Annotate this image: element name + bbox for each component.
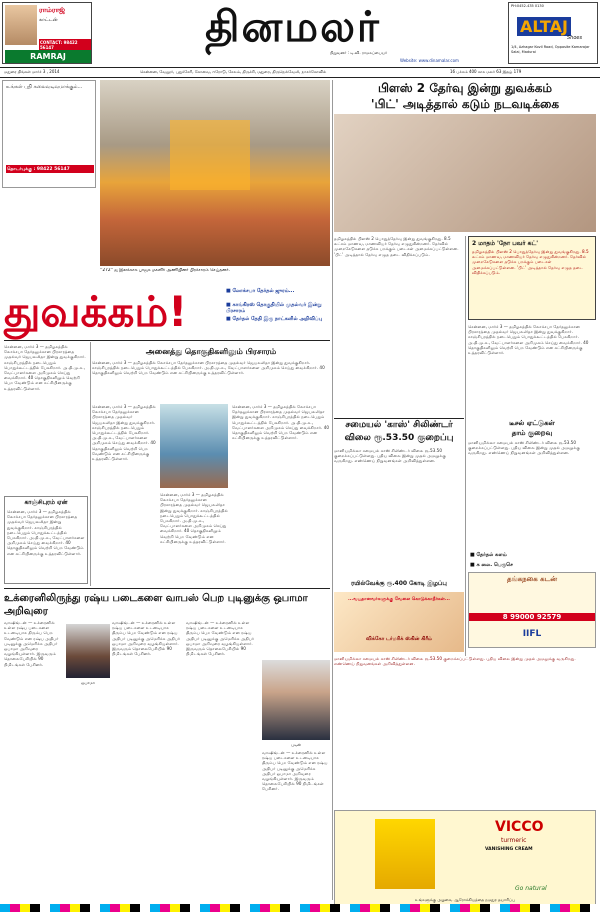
hero-photo-banner — [170, 120, 250, 190]
side-story-body-1: சென்னை, மார்ச் 3 — தமிழகத்தில் லோக்சபா தேர்தலுக்கான பிரசாரத்தை முதல்வர் ஜெயலலிதா இன்று துவக்குகிறார். காஞ்சிபுரத்தில் நடைபெறும் பொதுக்கூட்டத்தில் பேசுகிறார். அ.தி.மு.க., வேட்பாளர்களை அறிமுகம் செய்து வைக்கிறார். 40 தொகுதிகளிலும் வெற்றி பெற வேண்டும் என கட்சியினருக்கு உத்தரவிட்டுள்ளார். — [468, 324, 589, 356]
hero-headline: துவக்கம்! — [4, 287, 188, 336]
bottom-headline: உக்ரைனிலிருந்து ரஷ்ய படைகளை வாபஸ் பெற புடினுக்கு ஒபாமா அறிவுரை — [4, 593, 308, 617]
putin-photo — [262, 660, 330, 740]
hero-bullet-1: ■ லோக்சபா தேர்தல் ஜுரம்... — [226, 288, 295, 294]
hero-bullet-2: ■ காங்கிரஸ் தொகுதியில் முதல்வர் இன்று பிரசாரம் — [226, 302, 322, 314]
obama-caption: ஒபாமா — [81, 680, 95, 685]
side-bullet-1: ■ தேர்தல் களம் — [470, 552, 507, 558]
kanchi-box — [4, 496, 88, 584]
left-side-ad-phone: தொடர்புக்கு : 98422 56147 — [6, 165, 94, 173]
altaj-ad-sub: Shoes — [567, 35, 583, 41]
bottom-body-2: வாஷிங்டன் — உக்ரைனில் உள்ள ரஷ்ய படைகளை உடனடியாக திரும்ப பெற வேண்டும் என ரஷ்ய அதிபர் புடினுக்கு அமெரிக்க அதிபர் ஒபாமா அறிவுரை வழங்கியுள்ளார். இருவரும் தொலைபேசியில் 90 நிமிடங்கள் பேசினர். — [112, 620, 181, 657]
ramraj-ad[interactable] — [2, 2, 92, 64]
hero-caption: ''272'' ஐ இலக்காக பாஜக மகளிர் அணியினர் பிரச்சாரம் செய்தனர். — [100, 268, 230, 273]
story-col-2: சென்னை, மார்ச் 3 — தமிழகத்தில் லோக்சபா தேர்தலுக்கான பிரசாரத்தை முதல்வர் ஜெயலலிதா இன்று துவக்குகிறார். காஞ்சிபுரத்தில் நடைபெறும் பொதுக்கூட்டத்தில் பேசுகிறார். அ.தி.மு.க., வேட்பாளர்களை அறிமுகம் செய்து வைக்கிறார். 40 தொகுதிகளிலும் வெற்றி பெற வேண்டும் என கட்சியினருக்கு உத்தரவிட்டுள்ளார். — [92, 360, 325, 376]
plus2-headline-2: 'பிட்' அடித்தால் கடும் நடவடிக்கை — [370, 97, 560, 111]
jayalalithaa-photo — [160, 404, 228, 488]
no-power-cut-body: தமிழகத்தில் பிளஸ் 2 பொதுத்தேர்வு இன்று துவங்குகிறது. 8.5 லட்சம் மாணவ, மாணவியர் தேர்வு எழுதுகின்றனர். தேர்வில் முறைகேடுகளை தடுக்க பறக்கும் படைகள் அமைக்கப்பட்டுள்ளன. 'பிட்' அடித்தால் தேர்வு எழுத தடை விதிக்கப்படும். — [472, 249, 589, 275]
ramraj-ad-brand: ராம்ராஜ் — [39, 6, 66, 14]
kanchi-box-title: காஞ்சிபுரம் ஏன் — [24, 499, 68, 506]
gold-loan-phone: 8 99000 92579 — [469, 613, 595, 621]
no-power-cut-box — [468, 236, 596, 320]
vicco-product-ad[interactable] — [334, 810, 596, 906]
side-story-body-2: மானியமில்லா சமையல் காஸ் சிலிண்டர் விலை ரூ.53.50 குறைக்கப்பட்டுள்ளது. புதிய விலை இன்று முதல் அமலுக்கு வருகிறது. எண்ணெய் நிறுவனங்கள் அறிவித்துள்ளன. — [468, 440, 580, 456]
dateline-bar — [0, 68, 600, 76]
obama-photo — [66, 624, 110, 678]
dateline-right: 16 பக்கம் 400 காசு மலர் 63 இதழ் 179 — [450, 69, 522, 74]
vicco-product: turmeric — [501, 837, 527, 844]
masthead-website[interactable]: Website: www.dinamalar.com — [400, 58, 459, 63]
ramraj-ad-photo — [5, 5, 37, 45]
side-bullet-2: ■ க லை. பெருசெ — [470, 562, 513, 568]
altaj-ad[interactable] — [508, 2, 598, 64]
story-col-3: சென்னை, மார்ச் 3 — தமிழகத்தில் லோக்சபா தேர்தலுக்கான பிரசாரத்தை முதல்வர் ஜெயலலிதா இன்று துவக்குகிறார். காஞ்சிபுரத்தில் நடைபெறும் பொதுக்கூட்டத்தில் பேசுகிறார். அ.தி.மு.க., வேட்பாளர்களை அறிமுகம் செய்து வைக்கிறார். 40 தொகுதிகளிலும் வெற்றி பெற வேண்டும் என கட்சியினருக்கு உத்தரவிட்டுள்ளார். — [92, 404, 156, 462]
hero-bullets — [226, 288, 330, 340]
hero-photo — [100, 80, 330, 266]
gold-loan-ad[interactable] — [468, 572, 596, 648]
kanchi-box-body: சென்னை, மார்ச் 3 — தமிழகத்தில் லோக்சபா தேர்தலுக்கான பிரசாரத்தை முதல்வர் ஜெயலலிதா இன்று துவக்குகிறார். காஞ்சிபுரத்தில் நடைபெறும் பொதுக்கூட்டத்தில் பேசுகிறார். அ.தி.மு.க., வேட்பாளர்களை அறிமுகம் செய்து வைக்கிறார். 40 தொகுதிகளிலும் வெற்றி பெற வேண்டும் என கட்சியினருக்கு உத்தரவிட்டுள்ளார். — [7, 509, 85, 556]
left-side-ad-text: உங்கள் புதி கலைவடிவமாக்கும்... — [6, 84, 83, 90]
altaj-ad-address: 1/4, Azhagar Kovil Road, Opposite Kamarajar Salai, Madurai — [511, 45, 590, 54]
vicco-promo[interactable] — [334, 592, 464, 652]
vicco-footer: உங்களுக்கு அழகை, ஆரோக்கியத்தை நமதுர தயாரிப்பு — [415, 897, 515, 902]
story-col-4: சென்னை, மார்ச் 3 — தமிழகத்தில் லோக்சபா தேர்தலுக்கான பிரசாரத்தை முதல்வர் ஜெயலலிதா இன்று துவக்குகிறார். காஞ்சிபுரத்தில் நடைபெறும் பொதுக்கூட்டத்தில் பேசுகிறார். அ.தி.மு.க., வேட்பாளர்களை அறிமுகம் செய்து வைக்கிறார். 40 தொகுதிகளிலும் வெற்றி பெற வேண்டும் என கட்சியினருக்கு உத்தரவிட்டுள்ளார். — [160, 492, 228, 544]
masthead — [0, 0, 600, 66]
bottom-rule — [4, 588, 330, 589]
bottom-body-1: வாஷிங்டன் — உக்ரைனில் உள்ள ரஷ்ய படைகளை உடனடியாக திரும்ப பெற வேண்டும் என ரஷ்ய அதிபர் புடினுக்கு அமெரிக்க அதிபர் ஒபாமா அறிவுரை வழங்கியுள்ளார். இருவரும் தொலைபேசியில் 90 நிமிடங்கள் பேசினர். — [4, 620, 59, 667]
dateline-left: மதுரை திங்கள் மார்ச் 3 , 2014 — [4, 69, 60, 74]
registration-strip — [0, 904, 600, 912]
railway-subhead: ரயில்வேக்கு ரூ.400 கோடி இழப்பு — [351, 580, 447, 587]
iifl-logo: IIFL — [522, 629, 542, 639]
hero-bullet-3: ■ தேர்தல் தேதி இரு நாட்களில் அறிவிப்பு — [226, 316, 323, 322]
promo-body: மானியமில்லா சமையல் காஸ் சிலிண்டர் விலை ரூ.53.50 குறைக்கப்பட்டுள்ளது. புதிய விலை இன்று முதல் அமலுக்கு வருகிறது. எண்ணெய் நிறுவனங்கள் அறிவித்துள்ளன. — [334, 656, 576, 667]
dateline-rule-bottom — [0, 77, 600, 78]
hero-rule — [4, 340, 330, 341]
gas-body: மானியமில்லா சமையல் காஸ் சிலிண்டர் விலை ரூ.53.50 குறைக்கப்பட்டுள்ளது. புதிய விலை இன்று முதல் அமலுக்கு வருகிறது. எண்ணெய் நிறுவனங்கள் அறிவித்துள்ளன. — [334, 448, 446, 464]
story-col-1: சென்னை, மார்ச் 3 — தமிழகத்தில் லோக்சபா தேர்தலுக்கான பிரசாரத்தை முதல்வர் ஜெயலலிதா இன்று துவக்குகிறார். காஞ்சிபுரத்தில் நடைபெறும் பொதுக்கூட்டத்தில் பேசுகிறார். அ.தி.மு.க., வேட்பாளர்களை அறிமுகம் செய்து வைக்கிறார். 40 தொகுதிகளிலும் வெற்றி பெற வேண்டும் என கட்சியினருக்கு உத்தரவிட்டுள்ளார். — [4, 344, 86, 391]
bottom-body-3: வாஷிங்டன் — உக்ரைனில் உள்ள ரஷ்ய படைகளை உடனடியாக திரும்ப பெற வேண்டும் என ரஷ்ய அதிபர் புடினுக்கு அமெரிக்க அதிபர் ஒபாமா அறிவுரை வழங்கியுள்ளார். இருவரும் தொலைபேசியில் 90 நிமிடங்கள் பேசினர். — [186, 620, 255, 657]
divider-main — [332, 80, 333, 900]
hero-sub-headline: அனைத்து தொகுதிகளிலும் பிரசாரம் — [145, 347, 277, 356]
gas-headline-2: விலை ரூ.53.50 குறைப்பு — [344, 433, 454, 443]
side-story-headline-2: தாம் குறைவு — [511, 429, 553, 437]
masthead-title: தினமலர் — [205, 2, 381, 51]
story-col-5: சென்னை, மார்ச் 3 — தமிழகத்தில் லோக்சபா தேர்தலுக்கான பிரசாரத்தை முதல்வர் ஜெயலலிதா இன்று துவக்குகிறார். காஞ்சிபுரத்தில் நடைபெறும் பொதுக்கூட்டத்தில் பேசுகிறார். அ.தி.மு.க., வேட்பாளர்களை அறிமுகம் செய்து வைக்கிறார். 40 தொகுதிகளிலும் வெற்றி பெற வேண்டும் என கட்சியினருக்கு உத்தரவிட்டுள்ளார். — [232, 404, 330, 441]
ramraj-ad-sub: காட்டன் — [39, 17, 58, 23]
altaj-ad-phone: PH:0452-435 0130 — [511, 4, 544, 8]
vicco-tag: Go natural — [515, 885, 547, 892]
altaj-ad-brand: ALTAJ — [517, 17, 571, 36]
plus2-headline-1: பிளஸ் 2 தேர்வு இன்று துவக்கம் — [377, 81, 553, 95]
vicco-sub: VANISHING CREAM — [485, 847, 533, 852]
gas-headline-1: சமையல் 'காஸ்' சிலிண்டர் — [334, 418, 464, 431]
gold-loan-title: தங்கநகை கடன் — [506, 575, 558, 583]
ramraj-ad-contact: CONTACT: 98422 56147 — [39, 39, 91, 51]
no-power-cut-title: 2 மாதம் 'நோ பவர் கட்' — [472, 240, 539, 247]
promo-line-1: ...வயதானவர்களுக்கு வேலை கொடுக்காதீர்கள்... — [348, 597, 450, 602]
vicco-brand: VICCO — [495, 819, 544, 835]
putin-caption: புடின் — [290, 742, 302, 747]
ramraj-logo: RAMRAJ — [5, 50, 91, 63]
promo-line-2: விக்கோ டர்மரிக் ஸ்கின் கிரீம் — [366, 636, 432, 642]
bottom-body-4: வாஷிங்டன் — உக்ரைனில் உள்ள ரஷ்ய படைகளை உடனடியாக திரும்ப பெற வேண்டும் என ரஷ்ய அதிபர் புடினுக்கு அமெரிக்க அதிபர் ஒபாமா அறிவுரை வழங்கியுள்ளார். இருவரும் தொலைபேசியில் 90 நிமிடங்கள் பேசினர். — [262, 750, 328, 792]
masthead-tagline: நிறுவனர் : டி.வி. ராமசுப்பையர் — [330, 50, 388, 55]
plus2-body: தமிழகத்தில் பிளஸ் 2 பொதுத்தேர்வு இன்று துவங்குகிறது. 8.5 லட்சம் மாணவ, மாணவியர் தேர்வு எழுதுகின்றனர். தேர்வில் முறைகேடுகளை தடுக்க பறக்கும் படைகள் அமைக்கப்பட்டுள்ளன. 'பிட்' அடித்தால் தேர்வு எழுத தடை விதிக்கப்படும். — [334, 236, 459, 257]
dateline-cities: சென்னை, வேலூர், புதுச்சேரி, கோவை, ஈரோடு, சேலம், திருச்சி, மதுரை, திருநெல்வேலி, நாகர்கோவில் — [140, 69, 327, 74]
left-side-ad[interactable] — [2, 80, 96, 188]
side-story-headline-1: டீசல் ஏட்டுகள் — [509, 419, 555, 427]
divider-left-1 — [90, 342, 91, 586]
plus2-photo — [334, 114, 596, 232]
divider-right — [465, 236, 466, 656]
vicco-tube-1 — [375, 819, 435, 889]
